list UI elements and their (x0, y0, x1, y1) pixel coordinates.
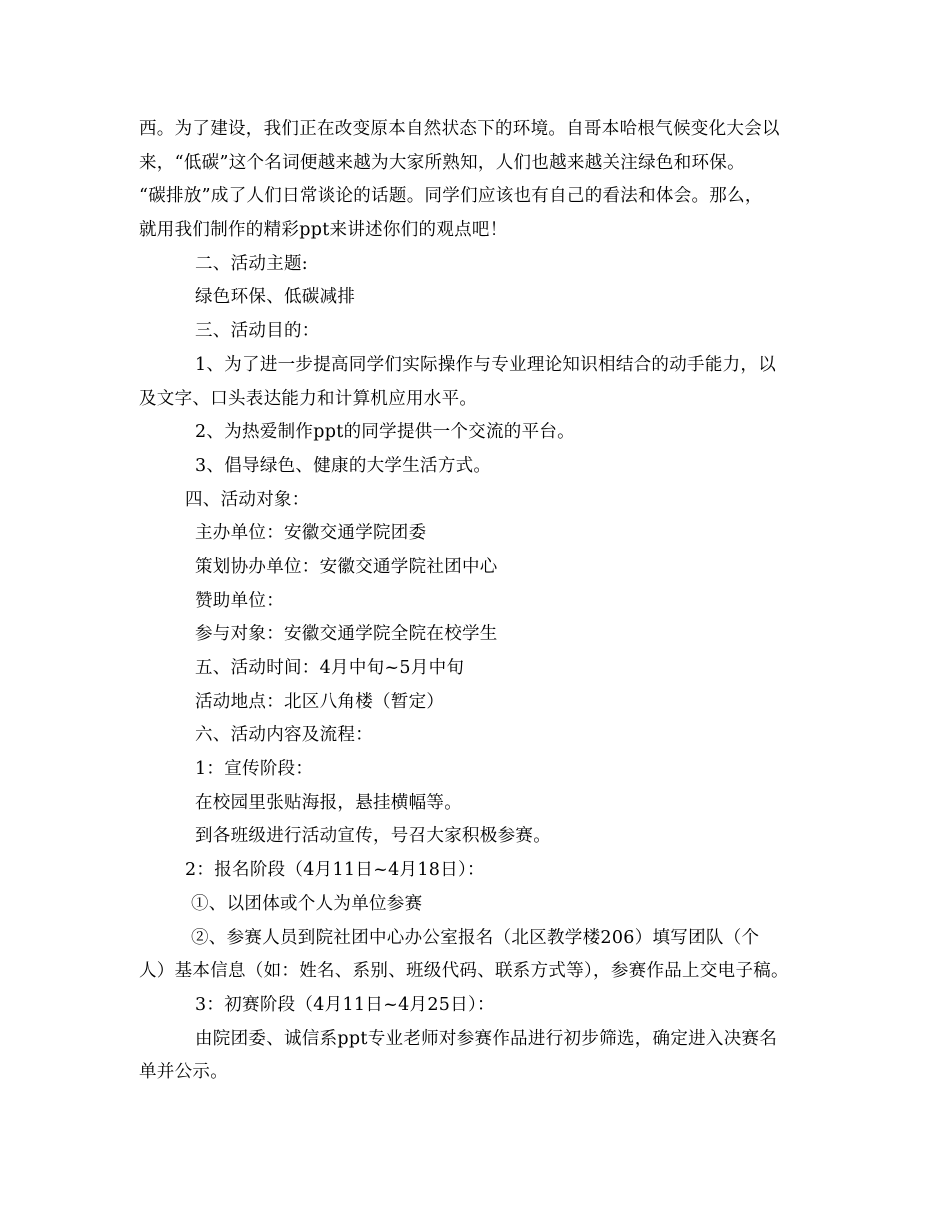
document-body (139, 113, 824, 1090)
location-line: 活动地点：北区八角楼（暂定） (195, 691, 445, 712)
stage-2-item-1: ①、以团体或个人为单位参赛 (191, 893, 423, 914)
theme-text: 绿色环保、低碳减排 (195, 287, 356, 308)
paragraph-line: 西。为了建设，我们正在改变原本自然状态下的环境。自哥本哈根气候变化大会以 (139, 119, 780, 139)
paragraph-line: 就用我们制作的精彩ppt来讲述你们的观点吧！ (139, 220, 508, 241)
co-organizer-line: 策划协办单位：安徽交通学院社团中心 (195, 556, 498, 577)
section-heading-content: 六、活动内容及流程： (195, 725, 373, 746)
purpose-item-2: 2、为热爱制作ppt的同学提供一个交流的平台。 (195, 422, 575, 443)
stage-1-item: 在校园里张贴海报，悬挂横幅等。 (195, 792, 462, 813)
stage-2-item-2: ②、参赛人员到院社团中心办公室报名（北区教学楼206）填写团队（个 (191, 927, 760, 948)
purpose-item-1-continued: 及文字、口头表达能力和计算机应用水平。 (139, 388, 478, 409)
sponsor-line: 赞助单位： (195, 590, 284, 611)
stage-1-heading: 1：宣传阶段： (195, 759, 314, 780)
paragraph-line: “碳排放”成了人们日常谈论的话题。同学们应该也有自己的看法和体会。那么， (139, 186, 763, 207)
organizer-line: 主办单位：安徽交通学院团委 (195, 523, 427, 544)
participants-line: 参与对象：安徽交通学院全院在校学生 (195, 624, 498, 645)
stage-2-item-2-continued: 人）基本信息（如：姓名、系别、班级代码、联系方式等），参赛作品上交电子稿。 (139, 961, 789, 982)
stage-3-heading: 3：初赛阶段（4月11日~4月25日）： (195, 994, 495, 1015)
section-heading-theme: 二、活动主题: (195, 253, 308, 274)
section-heading-time: 五、活动时间：4月中旬~5月中旬 (195, 658, 465, 678)
paragraph-line: 来，“低碳”这个名词便越来越为大家所熟知，人们也越来越关注绿色和环保。 (139, 152, 745, 173)
section-heading-purpose: 三、活动目的： (195, 321, 320, 342)
section-heading-participants: 四、活动对象： (185, 489, 310, 510)
stage-3-item-continued: 单并公示。 (139, 1062, 228, 1083)
purpose-item-1: 1、为了进一步提高同学们实际操作与专业理论知识相结合的动手能力，以 (195, 354, 777, 375)
stage-2-heading: 2：报名阶段（4月11日~4月18日）： (185, 860, 485, 881)
purpose-item-3: 3、倡导绿色、健康的大学生活方式。 (195, 455, 492, 476)
stage-1-item: 到各班级进行活动宣传，号召大家积极参赛。 (195, 826, 551, 847)
stage-3-item: 由院团委、诚信系ppt专业老师对参赛作品进行初步筛选，确定进入决赛名 (195, 1028, 778, 1049)
